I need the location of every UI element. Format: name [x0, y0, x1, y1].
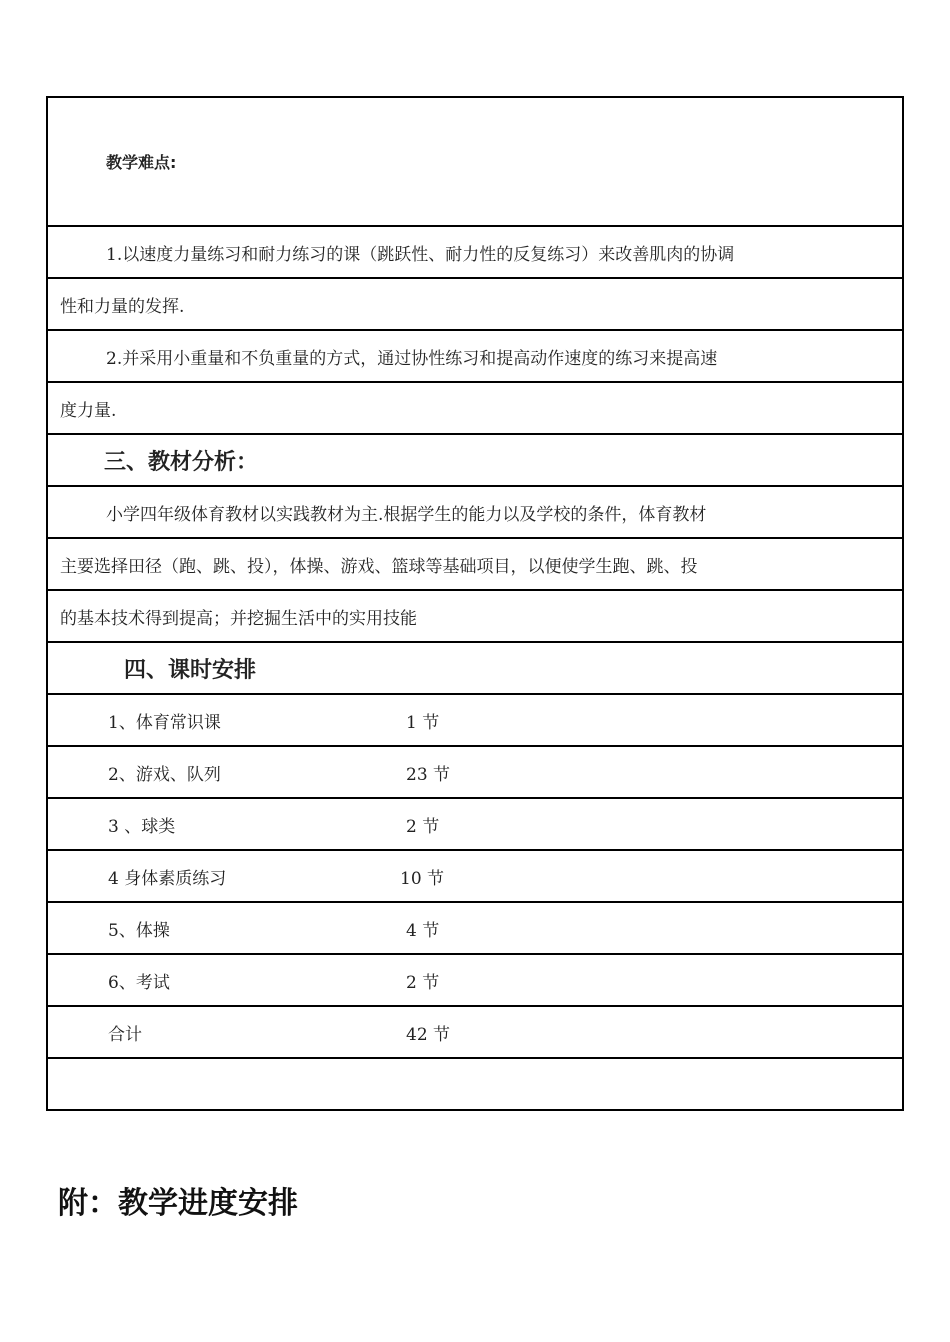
schedule-hours: 2 节 [406, 972, 440, 993]
schedule-hours: 2 节 [406, 816, 440, 837]
schedule-item: 4 身体素质练习 [108, 868, 227, 889]
section4-title: 四、课时安排 [124, 657, 257, 683]
schedule-hours: 4 节 [406, 920, 440, 941]
difficulty-line-row [48, 277, 902, 329]
difficulty-label: 教学难点: [106, 153, 177, 172]
schedule-row [48, 797, 902, 849]
schedule-row [48, 953, 902, 1005]
lesson-plan-table [46, 96, 904, 1111]
analysis-line-row [48, 485, 902, 537]
schedule-total-hours: 42 节 [406, 1024, 451, 1045]
schedule-row [48, 901, 902, 953]
difficulty-line-row [48, 329, 902, 381]
schedule-item: 1、体育常识课 [108, 712, 221, 733]
difficulty-line-4: 度力量. [60, 400, 117, 421]
schedule-row [48, 693, 902, 745]
difficulty-label-row [48, 98, 902, 225]
schedule-hours: 1 节 [406, 712, 440, 733]
schedule-hours: 23 节 [406, 764, 451, 785]
appendix-title: 附：教学进度安排 [58, 1186, 298, 1221]
analysis-line-row [48, 589, 902, 641]
difficulty-line-row [48, 225, 902, 277]
difficulty-line-1: 1.以速度力量练习和耐力练习的课（跳跃性、耐力性的反复练习）来改善肌肉的协调 [106, 244, 735, 265]
section4-heading-row [48, 641, 902, 693]
schedule-row [48, 849, 902, 901]
analysis-line-row [48, 537, 902, 589]
schedule-item: 3 、球类 [108, 816, 176, 837]
schedule-row [48, 745, 902, 797]
schedule-hours: 10 节 [400, 868, 445, 889]
difficulty-line-row [48, 381, 902, 433]
empty-row [48, 1057, 902, 1109]
difficulty-line-2: 性和力量的发挥. [60, 296, 185, 317]
schedule-total-row [48, 1005, 902, 1057]
schedule-item: 6、考试 [108, 972, 170, 993]
schedule-item: 5、体操 [108, 920, 170, 941]
analysis-line-1: 小学四年级体育教材以实践教材为主.根据学生的能力以及学校的条件，体育教材 [106, 504, 707, 525]
analysis-line-2: 主要选择田径（跑、跳、投），体操、游戏、篮球等基础项目，以便使学生跑、跳、投 [60, 556, 698, 577]
section3-heading-row [48, 433, 902, 485]
analysis-line-3: 的基本技术得到提高；并挖掘生活中的实用技能 [60, 608, 417, 629]
schedule-total-label: 合计 [108, 1024, 142, 1045]
difficulty-line-3: 2.并采用小重量和不负重量的方式，通过协性练习和提高动作速度的练习来提高速 [106, 348, 718, 369]
section3-title: 三、教材分析： [104, 449, 259, 475]
schedule-item: 2、游戏、队列 [108, 764, 221, 785]
